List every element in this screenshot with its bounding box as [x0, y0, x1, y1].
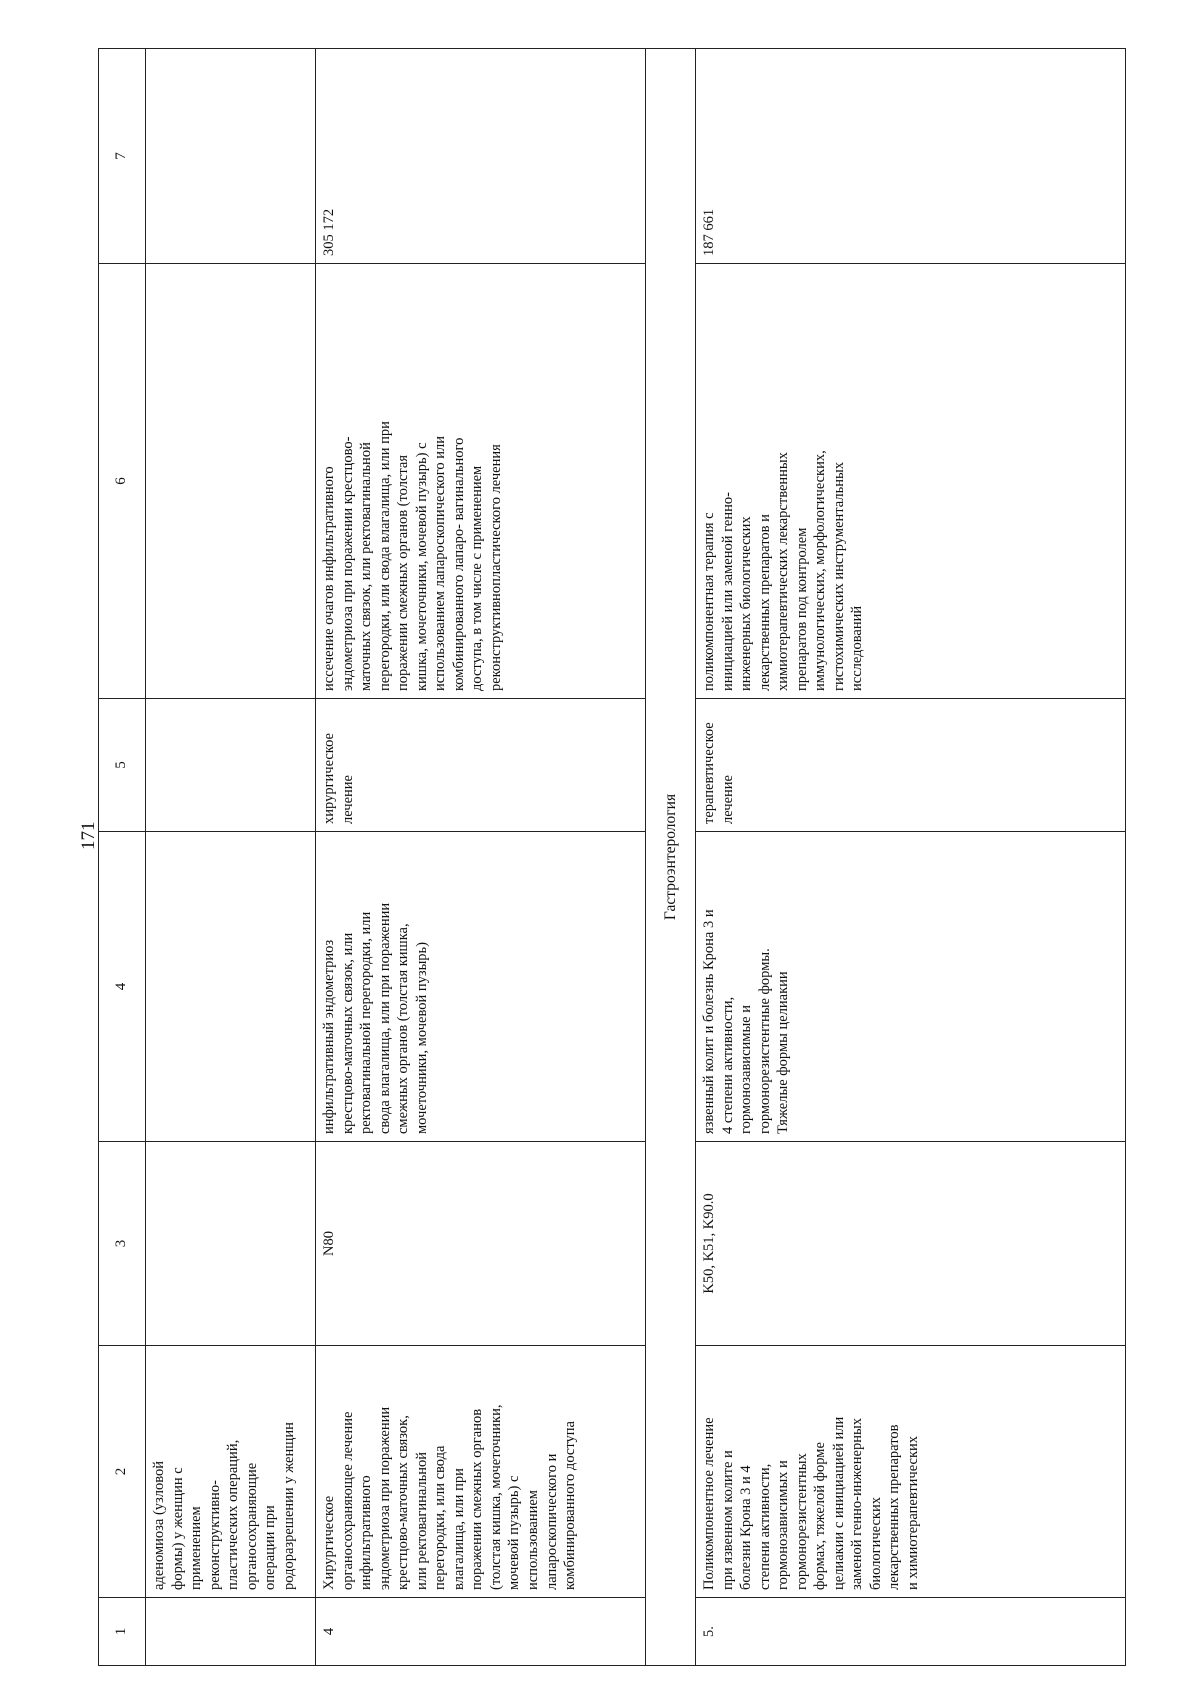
diagnosis-cell — [146, 832, 316, 1142]
row-number-cell: 5. — [696, 1598, 1126, 1666]
method-cell: поликомпонентная терапия с инициацией или заменой генно- инженерных биологических лекарственных препаратов и химиотерапевтических лекарственных препаратов под контролем иммунологических, морфологических, гистохимических инструментальных исследований — [696, 264, 1126, 699]
icd-code-cell — [146, 1142, 316, 1346]
method-cell — [146, 264, 316, 699]
treatment-name-cell: Хирургическое органосохраняющее лечение инфильтративного эндометриоза при поражении крестцово-маточных связок, или ректовагинальной перегородки, или свода влагалища, или при поражении смежных органов (толстая кишка, мочеточники, мочевой пузырь) с использованием лапароскопического и комбинированного доступа — [316, 1346, 646, 1598]
cost-cell: 187 661 — [696, 49, 1126, 264]
column-header-2: 2 — [99, 1346, 146, 1598]
table-row — [316, 49, 646, 1666]
services-table — [98, 48, 1126, 1666]
row-number-cell: 4 — [316, 1598, 646, 1666]
cost-cell: 305 172 — [316, 49, 646, 264]
column-header-5: 5 — [99, 699, 146, 832]
row-number-cell — [146, 1598, 316, 1666]
method-cell: иссечение очагов инфильтративного эндометриоза при поражении крестцово- маточных связок, или ректовагинальной перегородки, или свода влагалища, или при поражении смежных органов (толстая кишка, мочеточники, мочевой пузырь) с использованием лапароскопического или комбинированного лапаро- вагинального доступа, в том числе с применением реконструктивнопластического лечения — [316, 264, 646, 699]
treatment-type-cell: терапевтическое лечение — [696, 699, 1126, 832]
table-rotated-frame — [98, 49, 1126, 1666]
section-title: Гастроэнтерология — [646, 49, 696, 1666]
diagnosis-cell: язвенный колит и болезнь Крона 3 и 4 степени активности, гормонозависимые и гормонорезистентные формы. Тяжелые формы целиакии — [696, 832, 1126, 1142]
cost-cell — [146, 49, 316, 264]
column-number-row — [99, 49, 146, 1666]
icd-code-cell: N80 — [316, 1142, 646, 1346]
treatment-type-cell — [146, 699, 316, 832]
page-number: 171 — [78, 821, 99, 850]
column-header-3: 3 — [99, 1142, 146, 1346]
column-header-1: 1 — [99, 1598, 146, 1666]
column-header-4: 4 — [99, 832, 146, 1142]
column-header-7: 7 — [99, 49, 146, 264]
treatment-name-cell: Поликомпонентное лечение при язвенном колите и болезни Крона 3 и 4 степени активности, гормонозависимых и гормонорезистентных формах, тяжелой форме целиакии с инициацией или заменой генно-инженерных биологических лекарственных препаратов и химиотерапевтических — [696, 1346, 1126, 1598]
diagnosis-cell: инфильтративный эндометриоз крестцово-маточных связок, или ректовагинальной перегородки, или свода влагалища, или при поражении смежных органов (толстая кишка, мочеточники, мочевой пузырь) — [316, 832, 646, 1142]
column-header-6: 6 — [99, 264, 146, 699]
icd-code-cell: K50, K51, K90.0 — [696, 1142, 1126, 1346]
treatment-type-cell: хирургическое лечение — [316, 699, 646, 832]
section-row — [646, 49, 696, 1666]
table-row — [696, 49, 1126, 1666]
treatment-name-cell: аденомиоза (узловой формы) у женщин с применением реконструктивно- пластических операций, органосохраняющие операции при родоразрешении у женщин — [146, 1346, 316, 1598]
table-row — [146, 49, 316, 1666]
